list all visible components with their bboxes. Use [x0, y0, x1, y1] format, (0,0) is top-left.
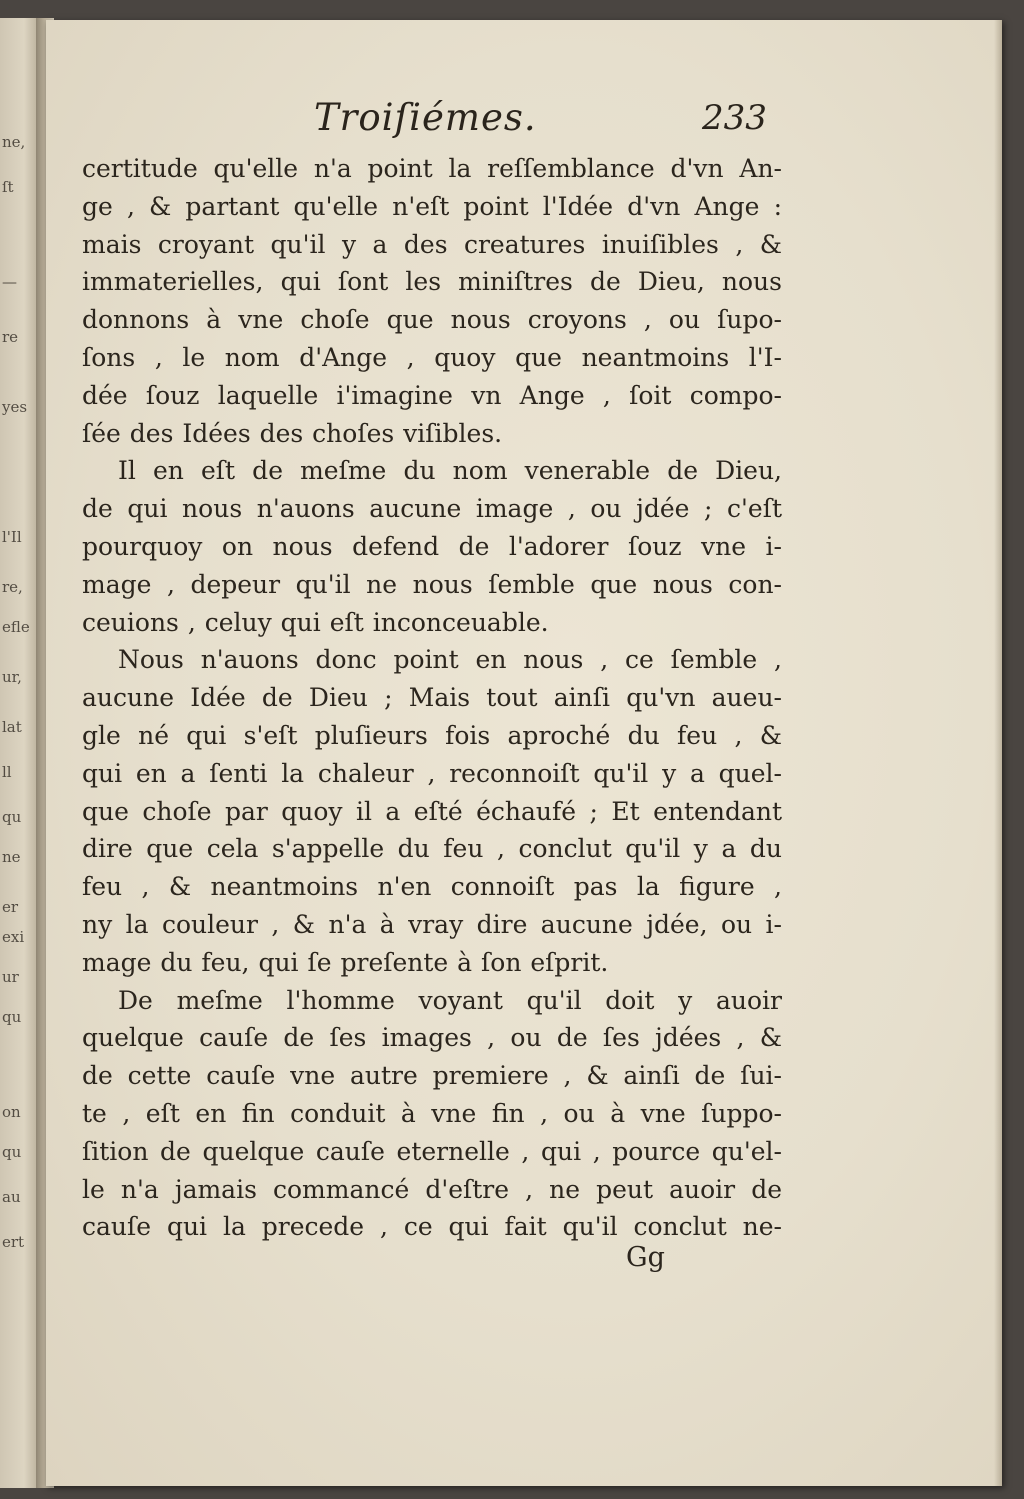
text-line: Il en eſt de meſme du nom venerable de Dieu, [118, 456, 782, 486]
text-line: gle né qui s'eſt pluſieurs fois aproché du feu , & [82, 720, 782, 750]
signature-mark: Gg [626, 1242, 665, 1273]
text-line: ſée des Idées des choſes viſibles. [82, 418, 503, 448]
text-line: certitude qu'elle n'a point la reſſemblance d'vn An- [82, 154, 782, 183]
facing-page-fragment: qu [2, 808, 22, 826]
text-line: mais croyant qu'il y a des creatures inuiſibles , & [82, 229, 782, 259]
facing-page-fragment: re, [2, 578, 23, 596]
text-line: te , eſt en fin conduit à vne fin , ou à vne ſuppo- [82, 1098, 782, 1128]
text-line: mage du feu, qui ſe preſente à ſon eſprit. [82, 947, 609, 977]
facing-page-fragment: exi [2, 928, 25, 946]
text-line: que choſe par quoy il a eſté échaufé ; Et entendant [82, 796, 782, 826]
facing-page-fragment: efle [2, 618, 30, 636]
facing-page-fragment: ne [2, 848, 21, 866]
text-line: dée ſouz laquelle i'imagine vn Ange , ſoit compo- [82, 380, 782, 410]
page-number: 233 [702, 98, 767, 138]
text-line: quelque cauſe de ſes images , ou de ſes jdées , & [82, 1023, 782, 1053]
facing-page-fragment: yes [2, 398, 28, 416]
facing-page-fragment: lat [2, 718, 22, 736]
text-line: immaterielles, qui ſont les miniſtres de Dieu, nous [82, 267, 782, 297]
running-title: Troiſiémes. [314, 96, 537, 139]
facing-page-fragment: ur [2, 968, 19, 986]
facing-page-fragment: ſt [2, 178, 14, 196]
text-line: le n'a jamais commancé d'eſtre , ne peut auoir de [82, 1174, 782, 1204]
text-line: ſition de quelque cauſe eternelle , qui , pource qu'el- [82, 1136, 782, 1166]
text-line: ſons , le nom d'Ange , quoy que neantmoins l'I- [82, 342, 782, 372]
facing-page-fragment: er [2, 898, 19, 916]
text-line: de cette cauſe vne autre premiere , & ainſi de ſui- [82, 1061, 782, 1091]
facing-page-fragment: l'Il [2, 528, 22, 546]
page-edge-shadow [994, 20, 1002, 1486]
text-line: mage , depeur qu'il ne nous ſemble que nous con- [82, 569, 782, 599]
text-line: De meſme l'homme voyant qu'il doit y auoir [118, 985, 782, 1015]
facing-page-fragment: ne, [2, 133, 26, 151]
facing-page-fragment: au [2, 1188, 21, 1206]
facing-page-fragment: qu [2, 1008, 22, 1026]
facing-page-fragment: — [2, 273, 17, 291]
running-head [46, 96, 1002, 146]
facing-page-fragment: ll [2, 763, 12, 781]
facing-page-fragment: ert [2, 1233, 25, 1251]
text-line: dire que cela s'appelle du feu , conclut qu'il y a du [82, 834, 782, 864]
facing-page-fragment: qu [2, 1143, 22, 1161]
facing-page-fragment: on [2, 1103, 21, 1121]
book-page [46, 20, 1002, 1486]
text-line: qui en a ſenti la chaleur , reconnoiſt qu'il y a quel- [82, 758, 782, 788]
text-line: pourquoy on nous defend de l'adorer ſouz vne i- [82, 531, 782, 561]
text-line: aucune Idée de Dieu ; Mais tout ainſi qu'vn aueu- [82, 683, 782, 713]
facing-page-edge [0, 18, 40, 1488]
facing-page-fragment: ur, [2, 668, 22, 686]
text-line: cauſe qui la precede , ce qui fait qu'il conclut ne- [82, 1212, 782, 1242]
text-line: donnons à vne choſe que nous croyons , ou ſupo- [82, 305, 782, 335]
facing-page-fragment: re [2, 328, 19, 346]
text-line: de qui nous n'auons aucune image , ou jdée ; c'eſt [82, 494, 782, 524]
text-line: feu , & neantmoins n'en connoiſt pas la figure , [82, 872, 782, 902]
body-text [82, 150, 782, 1246]
text-line: Nous n'auons donc point en nous , ce ſemble , [118, 645, 782, 675]
text-line: ceuions , celuy qui eſt inconceuable. [82, 607, 549, 637]
text-line: ny la couleur , & n'a à vray dire aucune jdée, ou i- [82, 909, 782, 939]
text-line: ge , & partant qu'elle n'eſt point l'Idée d'vn Ange : [82, 191, 782, 221]
